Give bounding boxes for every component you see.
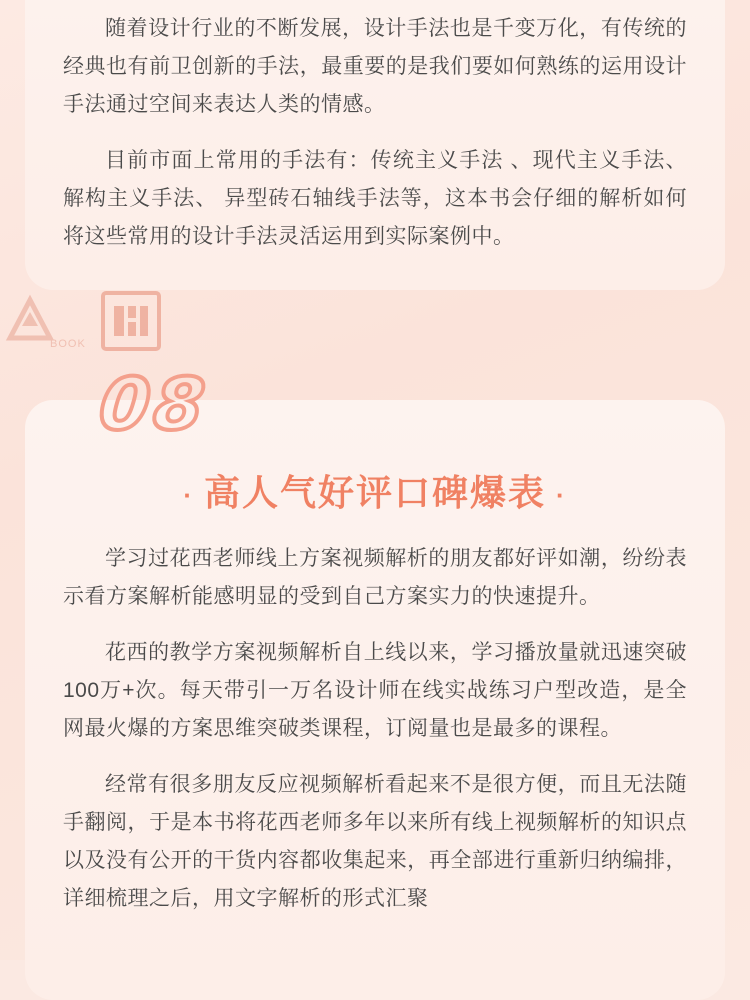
title-right-dot: · xyxy=(556,479,567,510)
paragraph: 目前市面上常用的手法有：传统主义手法 、现代主义手法、 解构主义手法、 异型砖石轴线手法等，这本书会仔细的解析如何将这些常用的设计手法灵活运用到实际案例中。 xyxy=(63,149,687,248)
paragraph: 随着设计行业的不断发展，设计手法也是千变万化，有传统的经典也有前卫创新的手法，最重要的是我们要如何熟练的运用设计手法通过空间来表达人类的情感。 xyxy=(63,17,687,116)
section-body xyxy=(63,540,687,918)
paragraph: 花西的教学方案视频解析自上线以来，学习播放量就迅速突破100万+次。每天带引一万名设计师在线实战练习户型改造，是全网最火爆的方案思维突破类课程，订阅量也是最多的课程。 xyxy=(63,641,687,740)
seal-stamp-icon xyxy=(100,290,162,352)
section-title-text: 高人气好评口碑爆表 xyxy=(203,472,546,513)
paragraph: 经常有很多朋友反应视频解析看起来不是很方便，而且无法随手翻阅，于是本书将花西老师多年以来所有线上视频解析的知识点以及没有公开的干货内容都收集起来，再全部进行重新归纳编排，详细梳理之后，用文字解析的形式汇聚 xyxy=(63,773,687,910)
top-text-card xyxy=(25,0,725,290)
title-left-dot: · xyxy=(183,479,194,510)
mountain-logo-icon xyxy=(4,292,100,352)
section-title xyxy=(0,465,750,516)
section-number: 08 xyxy=(95,362,213,446)
watermark-row xyxy=(0,288,750,358)
watermark-label: BOOK xyxy=(50,338,86,350)
paragraph: 学习过花西老师线上方案视频解析的朋友都好评如潮，纷纷表示看方案解析能感明显的受到自己方案实力的快速提升。 xyxy=(63,547,687,608)
